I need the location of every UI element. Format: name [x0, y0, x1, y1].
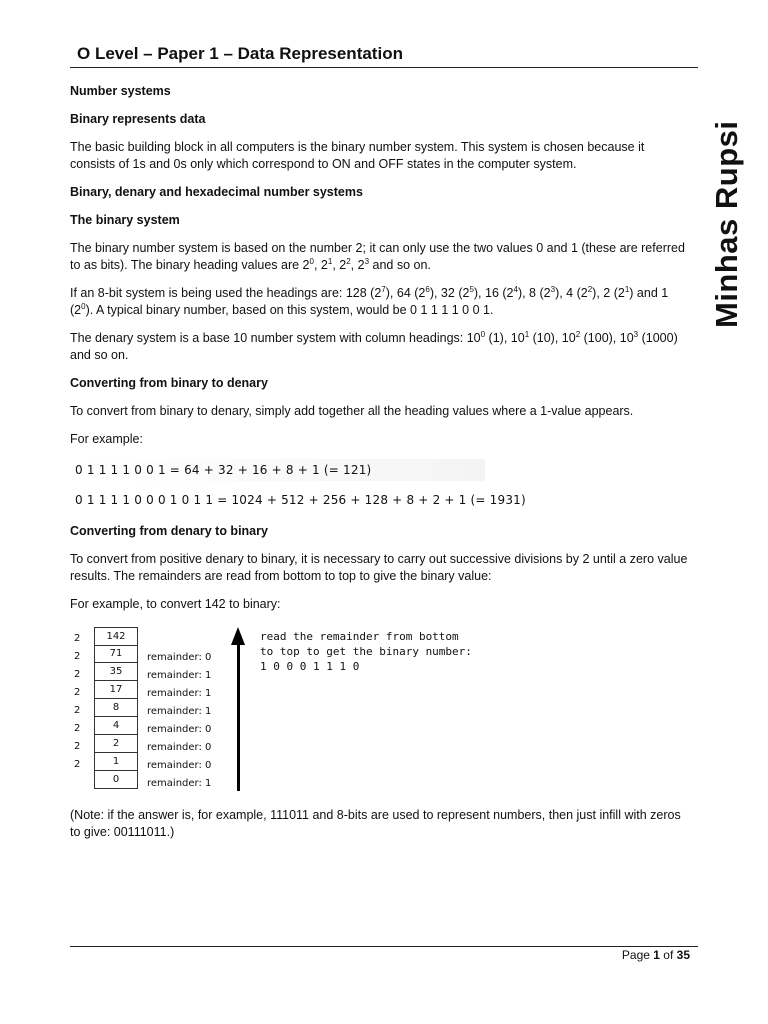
- division-row: [70, 771, 270, 789]
- divisor: 2: [74, 651, 81, 662]
- divisor: 2: [74, 759, 81, 770]
- quotient-cell: 71: [94, 645, 138, 663]
- paragraph-binary-system: The binary number system is based on the number 2; it can only use the two values 0 and 1 (these are referred to as bits). The binary heading values are $2^0$, $2^1$, $2^2$, $2^3$ and so on.: [70, 241, 685, 272]
- remainder-label: remainder: 0: [147, 652, 212, 663]
- page-number: Page 1 of 35: [621, 948, 690, 962]
- quotient-cell: 4: [94, 717, 138, 735]
- quotient-cell: 35: [94, 663, 138, 681]
- divisor: 2: [74, 741, 81, 752]
- division-row: [70, 699, 270, 717]
- paragraph-binary-to-denary: To convert from binary to denary, simply add together all the heading values where a 1-value appears.: [70, 404, 634, 418]
- remainder-label: remainder: 0: [147, 742, 212, 753]
- heading-binary-to-denary: Converting from binary to denary: [70, 376, 268, 390]
- remainder-label: remainder: 1: [147, 670, 212, 681]
- author-side-label: Minhas Rupsi: [709, 120, 744, 328]
- division-row: [70, 681, 270, 699]
- paragraph-note: (Note: if the answer is, for example, 111011 and 8-bits are used to represent numbers, then just infill with zeros to give: 00111011.): [70, 808, 681, 839]
- quotient-cell: 17: [94, 681, 138, 699]
- remainder-reading-note: read the remainder from bottom to top to get the binary number: 1 0 0 0 1 1 1 0: [260, 630, 472, 673]
- remainder-label: remainder: 1: [147, 688, 212, 699]
- heading-binary-denary-hex: Binary, denary and hexadecimal number systems: [70, 185, 363, 199]
- heading-binary-system: The binary system: [70, 213, 180, 227]
- quotient-cell: 142: [94, 627, 138, 646]
- page-title: O Level – Paper 1 – Data Representation: [77, 44, 403, 63]
- arrow-shaft: [237, 643, 240, 791]
- division-row: [70, 663, 270, 681]
- footer-divider: [70, 946, 698, 947]
- paragraph-8bit-headings: If an 8-bit system is being used the headings are: 128 $(2^7)$, 64 $(2^6)$, 32 $(2^5)$, 16 $(2^4)$, 8 $(2^3)$, 4 $(2^2)$, 2 $(2^1)$ and 1 $(2^0)$. A typical binary number, based on this system, would be 0 1 1 1 1 0 0 1.: [70, 285, 669, 317]
- title-divider: [70, 67, 698, 68]
- quotient-cell: 1: [94, 753, 138, 771]
- division-row: [70, 645, 270, 663]
- remainder-label: remainder: 0: [147, 760, 212, 771]
- division-row: [70, 717, 270, 735]
- quotient-cell: 2: [94, 735, 138, 753]
- document-body: [70, 83, 692, 852]
- divisor: 2: [74, 633, 81, 644]
- remainder-label: remainder: 1: [147, 706, 212, 717]
- paragraph-denary-to-binary: To convert from positive denary to binary, it is necessary to carry out successive divisions by 2 until a zero value results. The remainders are read from bottom to top to give the binary value:: [70, 552, 688, 583]
- heading-binary-represents-data: Binary represents data: [70, 112, 206, 126]
- paragraph-for-example: For example:: [70, 432, 143, 446]
- heading-denary-to-binary: Converting from denary to binary: [70, 524, 268, 538]
- divisor: 2: [74, 687, 81, 698]
- example-equation-2: 0 1 1 1 1 0 0 0 1 0 1 1 = 1024 + 512 + 256 + 128 + 8 + 2 + 1 (= 1931): [75, 493, 526, 507]
- paragraph-example-142: For example, to convert 142 to binary:: [70, 597, 281, 611]
- paragraph-denary: The denary system is a base 10 number system with column headings: $10^0$ (1), $10^1$ (10), $10^2$ (100), $10^3$ (1000) and so on.: [70, 330, 678, 362]
- divisor: 2: [74, 723, 81, 734]
- remainder-label: remainder: 1: [147, 778, 212, 789]
- paragraph-binary-data: The basic building block in all computers is the binary number system. This system is chosen because it consists of 1s and 0s only which correspond to ON and OFF states in the computer system.: [70, 140, 645, 171]
- divisor: 2: [74, 669, 81, 680]
- example-equation-1: 0 1 1 1 1 0 0 1 = 64 + 32 + 16 + 8 + 1 (= 121): [75, 459, 485, 481]
- heading-number-systems: Number systems: [70, 84, 171, 98]
- quotient-cell: 0: [94, 771, 138, 789]
- divisor: 2: [74, 705, 81, 716]
- division-row: [70, 753, 270, 771]
- quotient-cell: 8: [94, 699, 138, 717]
- division-row: [70, 735, 270, 753]
- division-conversion-diagram: [70, 627, 692, 795]
- remainder-label: remainder: 0: [147, 724, 212, 735]
